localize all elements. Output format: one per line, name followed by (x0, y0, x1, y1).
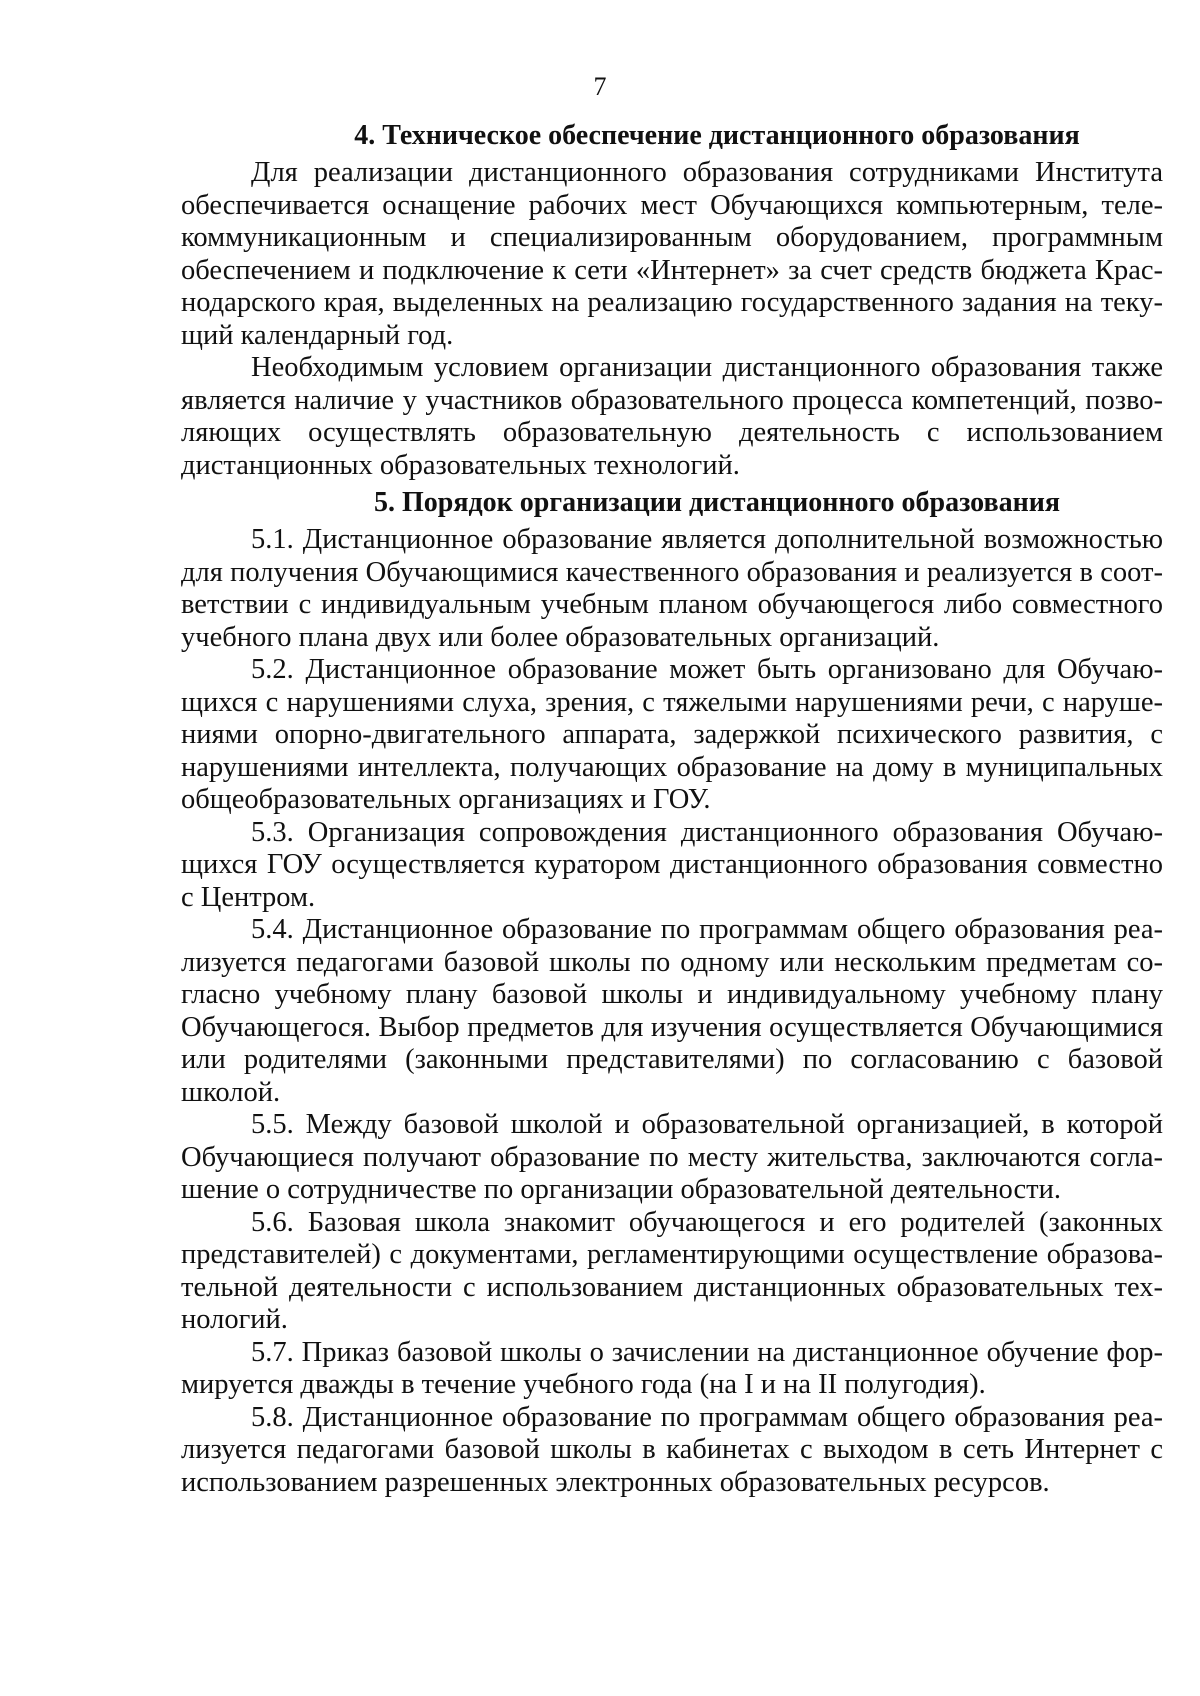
page-number: 7 (593, 72, 607, 101)
section-4-paragraph-1: Для реализации дистанционного образования сотрудниками Института обеспечивается оснащение рабочих мест Обучающихся компьютерным, телекоммуникационным и специализированным оборудованием, программным обеспечением и подключение к сети «Интернет» за счет средств бюджета Краснодарского края, выделенных на реализацию государственного задания на текущий календарный год. (181, 157, 1163, 351)
clause-5-2: 5.2. Дистанционное образование может быть организовано для Обучающихся с нарушениями слуха, зрения, с тяжелыми нарушениями речи, с нарушениями опорно-двигательного аппарата, задержкой психического развития, с нарушениями интеллекта, получающих образование на дому в муниципальных общеобразовательных организациях и ГОУ. (181, 654, 1163, 815)
clause-5-3: 5.3. Организация сопровождения дистанционного образования Обучающихся ГОУ осуществляется куратором дистанционного образования совместно с Центром. (181, 816, 1163, 913)
clause-5-1: 5.1. Дистанционное образование является дополнительной возможностью для получения Обучающимися качественного образования и реализуется в соответствии с индивидуальным учебным планом обучающегося либо совместного учебного плана двух или более образовательных организаций. (181, 524, 1163, 653)
clause-5-5: 5.5. Между базовой школой и образовательной организацией, в которой Обучающиеся получают образование по месту жительства, заключаются соглашение о сотрудничестве по организации образовательной деятельности. (181, 1109, 1163, 1205)
clause-5-7: 5.7. Приказ базовой школы о зачислении на дистанционное обучение формируется дважды в течение учебного года (на I и на II полугодия). (181, 1336, 1163, 1400)
page-content (181, 115, 1163, 1499)
section-4-paragraph-2: Необходимым условием организации дистанционного образования также является наличие у участников образовательного процесса компетенций, позволяющих осуществлять образовательную деятельность с использованием дистанционных образовательных технологий. (181, 352, 1163, 481)
clause-5-8: 5.8. Дистанционное образование по программам общего образования реализуется педагогами базовой школы в кабинетах с выходом в сеть Интернет с использованием разрешенных электронных образовательных ресурсов. (181, 1401, 1163, 1498)
section-4-title: 4. Техническое обеспечение дистанционного образования (354, 120, 1080, 151)
clause-5-6: 5.6. Базовая школа знакомит обучающегося и его родителей (законных представителей) с документами, регламентирующими осуществление образовательной деятельности с использованием дистанционных образовательных технологий. (181, 1206, 1163, 1335)
section-5-title: 5. Порядок организации дистанционного образования (374, 487, 1060, 518)
clause-5-4: 5.4. Дистанционное образование по программам общего образования реализуется педагогами базовой школы по одному или нескольким предметам согласно учебному плану базовой школы и индивидуальному учебному плану Обучающегося. Выбор предметов для изучения осуществляется Обучающимися или родителями (законными представителями) по согласованию с базовой школой. (181, 914, 1163, 1108)
